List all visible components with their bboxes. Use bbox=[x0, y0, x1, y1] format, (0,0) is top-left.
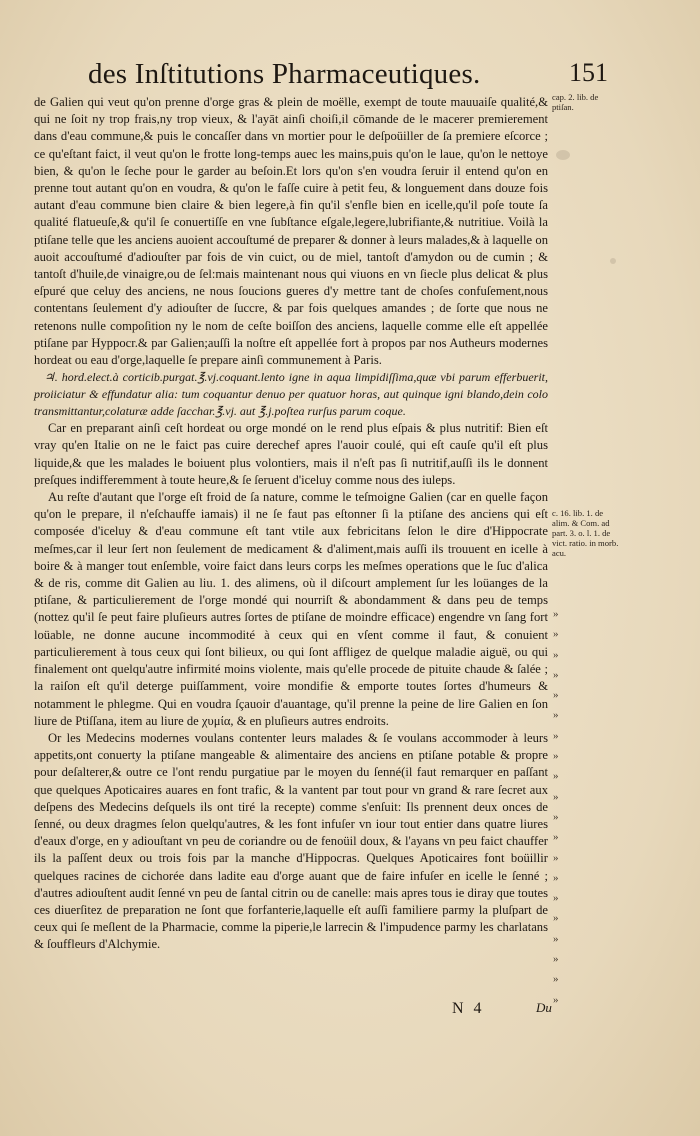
quote-mark: » bbox=[553, 648, 559, 661]
quote-mark: » bbox=[553, 871, 559, 884]
ink-smudge bbox=[556, 150, 570, 160]
quote-mark: » bbox=[553, 709, 559, 722]
paragraph: Or les Medecins modernes voulans contenter leurs malades & ſe voulans accommoder à leurs appetits,ont conuerty la ptiſane mangeable & alimentaire des anciens en ptiſane potable & propre pour deſalterer,& outre ce l'ont rendu purgatiue par le moyen du ſenné(il faut remarquer en paſſant que quelques Apoticaires auares en font trafic, & la vantent par tout pour vn grand & rare ſecret aux deſpens des Medecins deſquels ils ont tiré la recepte) comme s'enſuit: Ils prennent deux onces de ſenné, ou deux dragmes ſelon quelqu'autres, & les font infuſer vn iour tout entier dans quatre liures d'eaux d'orge, en y adiouſtant vn peu de coriandre ou de fenoüil doux, & l'ayans vn peu faict chauffer ils la paſſent deux ou trois fois par la manche d'Hippocras. Quelques Apoticaires font boüillir quelques racines de cichorée dans ladite eau d'orge auant que de faire infuſer en icelle le ſenné ; d'autres adiouſtent audit ſenné vn peu de ſantal citrin ou de canelle: mais apres tous ie diray que toutes ces diuerſitez de preparation ne ſont que forfanterie,laquelle eſt auſſi familiere parmy la pluſpart de ceux qui ſe meſlent de la Pharmacie, comme la piperie,le larrecin & l'impudence parmy les charlatans & ſouffleurs d'Alchymie. bbox=[34, 730, 548, 952]
quote-mark: » bbox=[553, 689, 559, 702]
main-text-block bbox=[34, 94, 548, 954]
quote-mark: » bbox=[553, 750, 559, 763]
quote-mark: » bbox=[553, 608, 559, 620]
catchword: Du bbox=[536, 1000, 552, 1015]
ink-smudge bbox=[610, 258, 616, 264]
quote-mark: » bbox=[553, 912, 559, 925]
margin-note: c. 16. lib. 1. de alim. & Com. ad part. 3. o. l. 1. de vict. ratio. in morb. acu. bbox=[552, 508, 619, 558]
quote-mark: » bbox=[553, 851, 559, 864]
running-header bbox=[88, 58, 608, 98]
signature-mark: N 4 bbox=[452, 1000, 485, 1017]
quote-mark: » bbox=[553, 810, 559, 823]
margin-note: cap. 2. lib. de ptiſan. bbox=[552, 92, 599, 112]
quote-mark: » bbox=[553, 790, 559, 803]
quote-mark: » bbox=[553, 729, 559, 742]
running-title: des Inſtitutions Pharmaceutiques. bbox=[88, 58, 481, 90]
quote-mark: » bbox=[553, 932, 559, 945]
paragraph: de Galien qui veut qu'on prenne d'orge gras & plein de moëlle, exempt de toute mauuaiſe qualité,& qui ne ſoit ny trop frais,ny trop vieux, & l'ayāt ainſi choiſi,il cōmande de le macerer premierement dans d'eau commune,& puis le concaſſer dans vn mortier pour le deſpoüiller de ſa premiere eſcorce ; ce qu'eſtant faict, il veut qu'on le frotte long-temps auec les mains,puis qu'on le laue, qu'on le nettoye bien, & qu'on le ſeche pour le garder au beſoin.Et lors qu'on s'en voudra ſeruir il entend qu'on en prenne tout autant qu'on en voudra, & qu'on le faſſe cuire à petit feu, & longuement dans douze fois autant d'eau commune bien claire & bien legere,à fin qu'il s'enfle bien en icelle,qu'il poſe toute ſa qualité flatueuſe,& qu'il ſe conuertiſſe en vne ſubſtance eſgale,legere,lubrifiante,& nutritiue. Voilà la ptiſane telle que les anciens auoient accouſtumé de preparer & donner à leurs malades,& à laquelle on auoit accouſtumé d'adiouſter par fois de vin cuict, ou de miel, tantoſt d'amydon ou de cumin ; & tantoſt d'huile,de vinaigre,ou de ſel:mais maintenant nous qui viuons en vn ſiecle plus delicat & plus eſpuré que celuy des anciens, ne nous ſoucions gueres d'y mettre tant de choſes confuſement,nous contentans ſeulement d'y adiouſter de ſuccre, & par fois quelques amandes ; de ſorte que nous ne retenons nulle compoſition ny le nom de ceſte boiſſon des anciens, laquelle comme elle eſt appellée ptiſane par Hyppocr.& par Galien;auſſi la noſtre eſt appellée fort à propos par nos Autheurs modernes hordeat ou eau d'orge,laquelle ſe prepare ainſi communement à Paris. bbox=[34, 95, 548, 368]
quote-mark: » bbox=[553, 831, 559, 844]
quotation-marks-column bbox=[553, 604, 573, 1010]
quote-mark: » bbox=[553, 993, 559, 1006]
quote-mark: » bbox=[553, 973, 559, 986]
paragraph: Au reſte d'autant que l'orge eſt froid de ſa nature, comme le teſmoigne Galien (car en quelle façon qu'on le prepare, il n'eſchauffe iamais) il ne ſe faut pas eſtonner ſi la ptiſane des anciens qui eſt composée d'iceluy & d'eau commune eſt tant vtile aux febricitans ſelon le dire d'Hippocrate meſmes,car il leur ſert non ſeulement de medicament & d'aliment,mais auſſi ils trouuent en icelle à boire & à manger tout enſemble, voire faict dans leurs corps les meſmes operations que le ſuc d'alica & de ris, comme dit Galien au liu. 1. des alimens, où il diſcourt amplement ſur les loüanges de la ptiſane, & particulierement de l'orge mondé qui nourriſt & abondamment & dans peu de temps (nottez qu'il ſe peut faire pluſieurs autres ſortes de ptiſane de moindre efficace) engendre vn ſang fort loüable, ne donne aucune incommodité à ceux qui en vſent comme il faut, & conuient particulierement à tous ceux qui ſont bilieux, ou qui ſont affligez de quelque maladie aiguë, ou qui finalement ont quelqu'autre infirmité moins violente, mais qu'elle procede de pituite chaude & ſalée ; la raiſon eſt qu'il deterge puiſſamment, voire mondifie & emporte toutes ſortes d'humeurs & notamment le phlegme. Qui en voudra ſçauoir d'auantage, qu'il prenne la peine de lire Galien en ſon liure de Ptiſſana, item au liure de χυμία, & en pluſieurs autres endroits. bbox=[34, 490, 548, 728]
quote-mark: » bbox=[553, 668, 559, 681]
quote-mark: » bbox=[553, 628, 559, 641]
quote-mark: » bbox=[553, 953, 559, 966]
quote-mark: » bbox=[553, 892, 559, 905]
quote-mark: » bbox=[553, 770, 559, 783]
page-number: 151 bbox=[569, 58, 608, 87]
recipe-paragraph: ♃. hord.elect.à corticib.purgat.℥.vj.coquant.lento igne in aqua limpidiſſima,quæ vbi parum efferbuerit, proiiciatur & effundatur alia: tum coquantur denuo per quatuor horas, aut quinque igni blando,dein colo transmittantur,colaturæ adde ſacchar.℥.vj. aut ℥.j.poſtea rurſus parum coque. bbox=[34, 370, 548, 419]
paragraph: Car en preparant ainſi ceſt hordeat ou orge mondé on le rend plus eſpais & plus nutritif: Bien eſt vray qu'en Italie on ne le faict pas cuire derechef apres l'auoir coulé, qui eſt cauſe qu'il eſt plus liquide,& que les malades le boiuent plus volontiers, mais il n'eſt pas ſi nutritif,auſſi ils le donnent preſques indifferemment à toute heure,& ſe ſeruent d'iceluy comme nous des iuleps. bbox=[34, 421, 548, 487]
